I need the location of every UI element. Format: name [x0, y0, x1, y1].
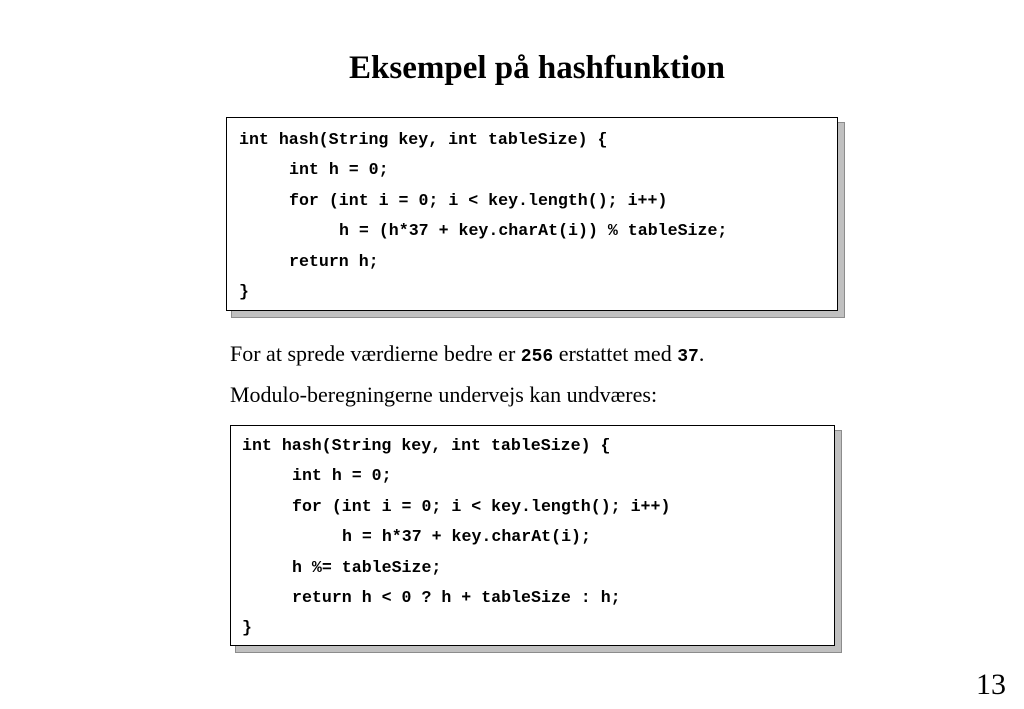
code-block-1: [226, 117, 838, 311]
text-segment: For at sprede værdierne bedre er: [230, 341, 521, 366]
code-line: int hash(String key, int tableSize) {: [239, 130, 608, 149]
page-number: 13: [976, 668, 1006, 701]
code-line: h %= tableSize;: [292, 557, 442, 577]
code-line: return h < 0 ? h + tableSize : h;: [292, 587, 621, 607]
slide-title: Eksempel på hashfunktion: [349, 50, 725, 86]
code-line: return h;: [289, 251, 379, 271]
text-segment: .: [698, 341, 705, 366]
code-line: int hash(String key, int tableSize) {: [242, 436, 611, 455]
code-line: }: [239, 281, 249, 301]
explanation-text-2: Modulo-beregningerne undervejs kan undværes:: [230, 382, 658, 407]
text-segment: erstattet med: [553, 341, 678, 366]
code-line: int h = 0;: [292, 466, 392, 486]
code-line: h = h*37 + key.charAt(i);: [342, 527, 591, 547]
code-line: for (int i = 0; i < key.length(); i++): [289, 190, 668, 210]
code-line: }: [242, 618, 252, 638]
explanation-text-1: [230, 340, 704, 371]
code-line: h = (h*37 + key.charAt(i)) % tableSize;: [339, 221, 728, 241]
code-block-2: [230, 425, 835, 646]
inline-code-37: 37: [677, 347, 699, 367]
inline-code-256: 256: [520, 347, 554, 367]
code-line: for (int i = 0; i < key.length(); i++): [292, 496, 671, 516]
code-line: int h = 0;: [289, 160, 389, 180]
